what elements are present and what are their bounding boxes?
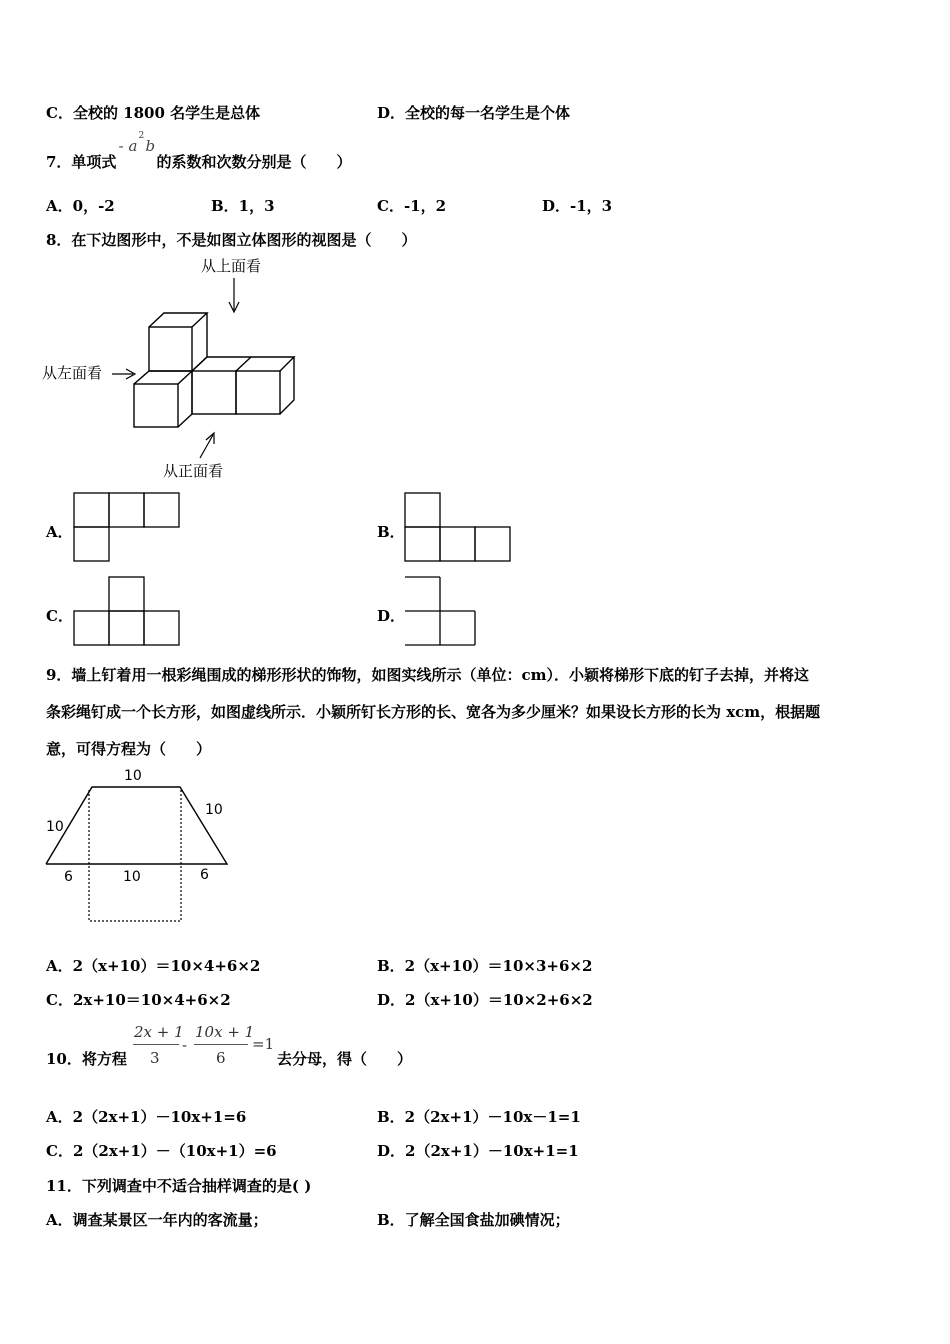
label-bottom-10: 10 bbox=[123, 869, 141, 885]
q7-prefix: 7．单项式 bbox=[46, 153, 117, 171]
label-left-10: 10 bbox=[46, 819, 64, 835]
q8-option-c-label: C． bbox=[46, 607, 73, 625]
fraction-1-numerator: 2x + 1 bbox=[134, 1023, 184, 1041]
q7-expr-b: b bbox=[145, 137, 156, 155]
q11-option-a: A．调查某景区一年内的客流量； bbox=[46, 1211, 268, 1229]
fraction-2-bar bbox=[194, 1044, 248, 1045]
q7-option-a: A．0，-2 bbox=[46, 197, 115, 215]
q9-option-a: A．2（x+10）＝10×4+6×2 bbox=[46, 957, 261, 975]
cube-right-2 bbox=[236, 371, 280, 414]
q9-stem-line-2: 条彩绳钉成一个长方形，如图虚线所示．小颖所钉长方形的长、宽各为多少厘米？如果设长方形的长为 xcm，根据题 bbox=[46, 703, 821, 721]
label-from-left: 从左面看 bbox=[42, 364, 103, 382]
label-from-front: 从正面看 bbox=[163, 462, 224, 480]
q8-option-d-label: D． bbox=[377, 607, 406, 625]
q9-stem-line-1: 9．墙上钉着用一根彩绳围成的梯形形状的饰物，如图实线所示（单位：cm）．小颖将梯形下底的钉子去掉，并将这 bbox=[46, 666, 809, 684]
q7-stem bbox=[46, 131, 352, 172]
cube-front-left bbox=[134, 384, 178, 427]
label-bottom-6-left: 6 bbox=[64, 869, 73, 885]
trapezoid-solid bbox=[46, 787, 227, 864]
q7-option-d: D．-1，3 bbox=[542, 197, 613, 215]
q9-option-b: B．2（x+10）＝10×3+6×2 bbox=[377, 957, 593, 975]
q6-option-c: C．全校的 1800 名学生是总体 bbox=[46, 104, 261, 122]
q7-option-c: C．-1，2 bbox=[377, 197, 447, 215]
q7-expr-sign: - bbox=[118, 137, 124, 155]
q9-option-d: D．2（x+10）＝10×2+6×2 bbox=[377, 991, 593, 1009]
q10-option-d: D．2（2x+1）－10x+1=1 bbox=[377, 1142, 579, 1160]
cube-right-1 bbox=[192, 371, 236, 414]
q8-solid-figure bbox=[40, 252, 310, 484]
fraction-2-numerator: 10x + 1 bbox=[195, 1023, 255, 1041]
label-right-10: 10 bbox=[205, 802, 223, 818]
q10-option-c: C．2（2x+1）－（10x+1）=6 bbox=[46, 1142, 277, 1160]
q7-suffix: 的系数和次数分别是（ ） bbox=[156, 153, 352, 171]
minus-sign: - bbox=[182, 1036, 188, 1054]
q10-option-b: B．2（2x+1）－10x－1=1 bbox=[377, 1108, 581, 1126]
q8-option-c-view bbox=[73, 576, 183, 648]
q11-option-b: B．了解全国食盐加碘情况； bbox=[377, 1211, 570, 1229]
q9-trapezoid-figure bbox=[40, 762, 240, 928]
q6-option-d: D．全校的每一名学生是个体 bbox=[377, 104, 571, 122]
q9-option-c: C．2x+10＝10×4+6×2 bbox=[46, 991, 231, 1009]
rectangle-dashed bbox=[89, 790, 181, 921]
q8-option-a-view bbox=[73, 492, 183, 564]
fraction-1-bar bbox=[133, 1044, 179, 1045]
q8-option-b-label: B． bbox=[377, 523, 405, 541]
q10-suffix: 去分母，得（ ） bbox=[277, 1050, 413, 1068]
fraction-2-denominator: 6 bbox=[216, 1049, 226, 1067]
label-bottom-6-right: 6 bbox=[200, 867, 209, 883]
q8-stem: 8．在下边图形中，不是如图立体图形的视图是（ ） bbox=[46, 231, 417, 249]
q7-option-b: B．1，3 bbox=[211, 197, 275, 215]
q11-stem: 11．下列调查中不适合抽样调查的是( ) bbox=[46, 1177, 312, 1195]
q8-option-b-view bbox=[404, 492, 514, 564]
q7-expr-a: a bbox=[128, 137, 138, 155]
label-from-top: 从上面看 bbox=[201, 257, 262, 275]
fraction-1-denominator: 3 bbox=[150, 1049, 160, 1067]
q10-prefix: 10．将方程 bbox=[46, 1050, 127, 1068]
right-hand-side: =1 bbox=[252, 1035, 275, 1053]
label-top-10: 10 bbox=[124, 768, 142, 784]
q9-stem-line-3: 意，可得方程为（ ） bbox=[46, 740, 212, 758]
q8-option-a-label: A． bbox=[46, 523, 73, 541]
q8-option-d-view bbox=[404, 576, 484, 648]
q7-expr-exponent: 2 bbox=[138, 131, 145, 141]
q10-option-a: A．2（2x+1）－10x+1=6 bbox=[46, 1108, 247, 1126]
cube-top bbox=[149, 327, 192, 371]
q7-expression bbox=[116, 131, 156, 167]
